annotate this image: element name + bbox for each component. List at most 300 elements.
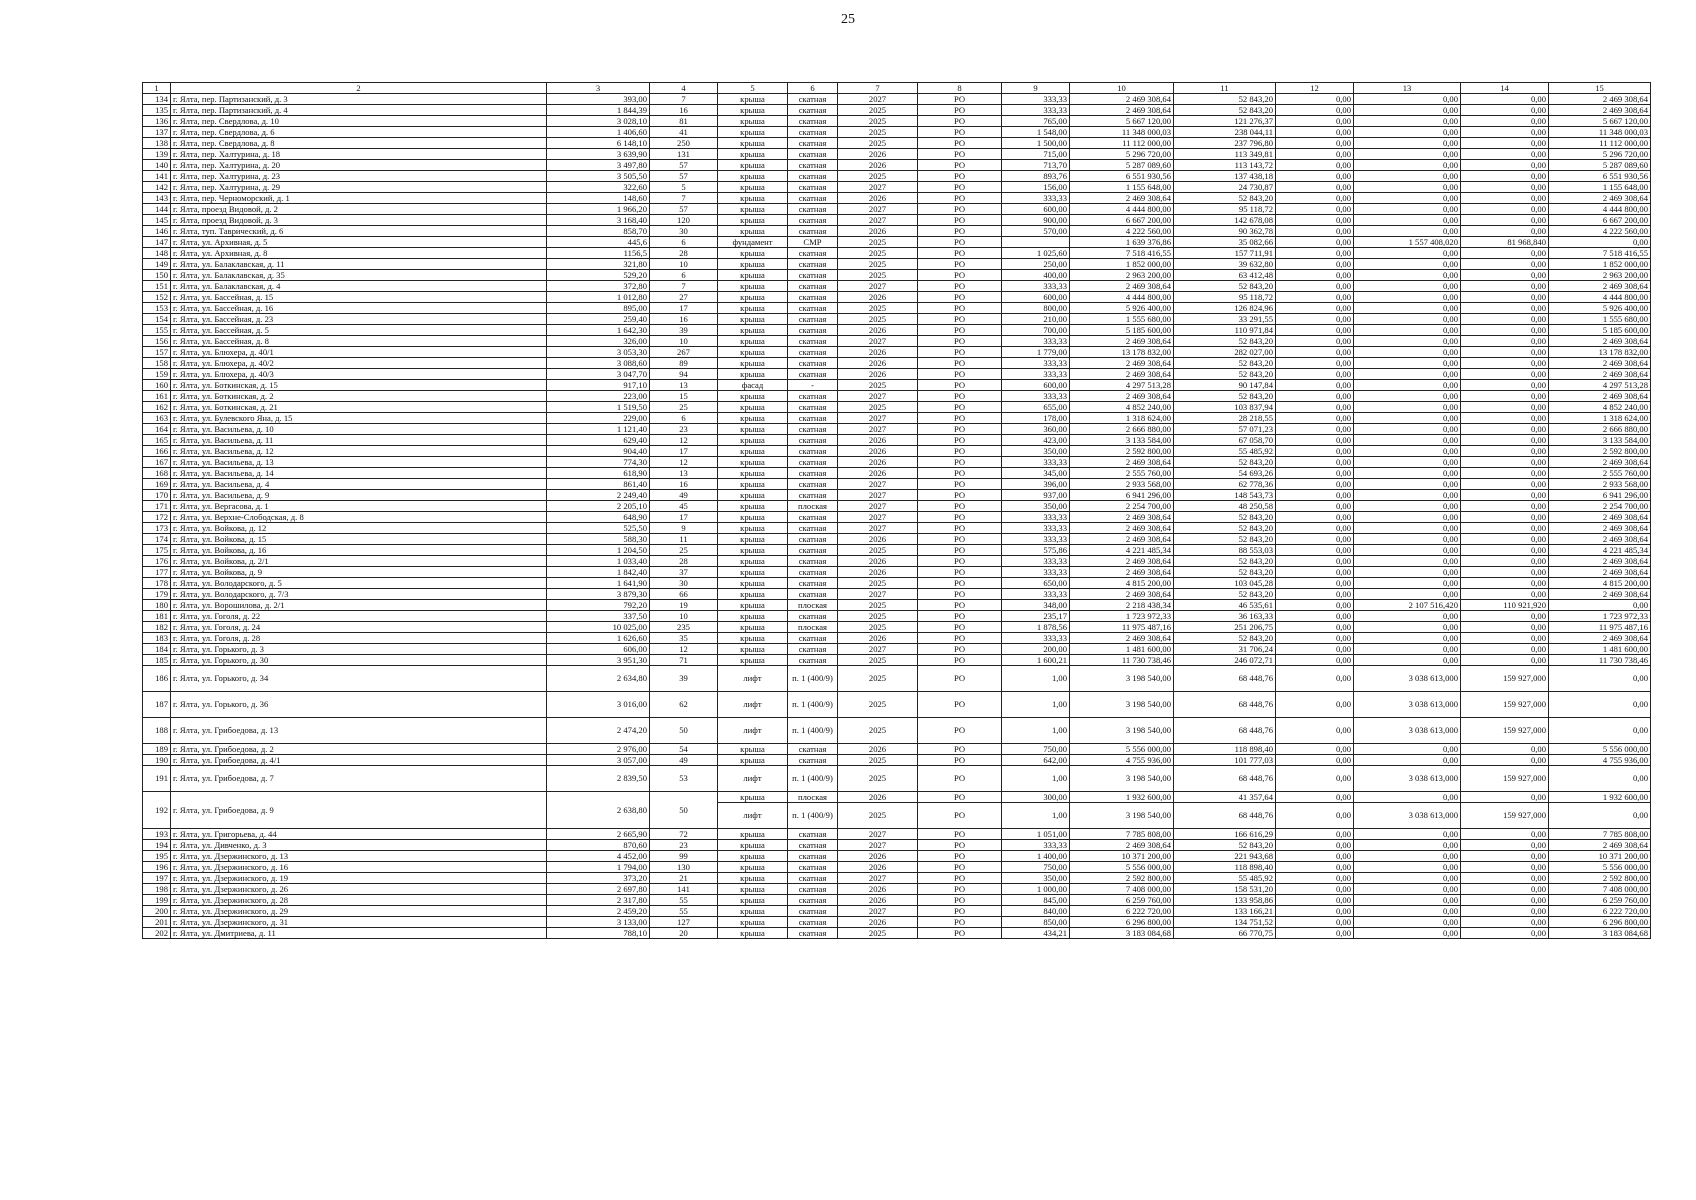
extra-cell: 68 448,76 — [1174, 718, 1276, 744]
col12-cell: 0,00 — [1276, 534, 1354, 545]
col12-cell: 0,00 — [1276, 402, 1354, 413]
col15-cell: 1 481 600,00 — [1549, 644, 1651, 655]
count-cell: 89 — [650, 358, 718, 369]
col15-cell: 2 469 308,64 — [1549, 358, 1651, 369]
kind-cell: скатная — [788, 259, 838, 270]
element-cell: крыша — [718, 369, 788, 380]
kind-cell: скатная — [788, 633, 838, 644]
kind-cell: скатная — [788, 479, 838, 490]
col15-cell: 2 555 760,00 — [1549, 468, 1651, 479]
total-cell: 6 259 760,00 — [1070, 895, 1174, 906]
count-cell: 7 — [650, 281, 718, 292]
row-number: 181 — [143, 611, 171, 622]
count-cell: 13 — [650, 380, 718, 391]
fund-cell: РО — [918, 829, 1002, 840]
col15-cell: 4 852 240,00 — [1549, 402, 1651, 413]
element-cell: фасад — [718, 380, 788, 391]
year-cell: 2026 — [838, 862, 918, 873]
total-cell: 11 730 738,46 — [1070, 655, 1174, 666]
col14-cell: 0,00 — [1461, 105, 1549, 116]
col15-cell: 11 730 738,46 — [1549, 655, 1651, 666]
address-cell: г. Ялта, ул. Балаклавская, д. 11 — [171, 259, 547, 270]
area-cell: 2 459,20 — [547, 906, 650, 917]
kind-cell: скатная — [788, 928, 838, 939]
count-cell: 30 — [650, 226, 718, 237]
table-row — [143, 501, 1651, 512]
col13-cell: 0,00 — [1354, 446, 1461, 457]
col14-cell: 0,00 — [1461, 292, 1549, 303]
year-cell: 2027 — [838, 512, 918, 523]
kind-cell: скатная — [788, 884, 838, 895]
area-cell: 321,80 — [547, 259, 650, 270]
address-cell: г. Ялта, пер. Халтурина, д. 23 — [171, 171, 547, 182]
table-row — [143, 193, 1651, 204]
col15-cell: 5 667 120,00 — [1549, 116, 1651, 127]
col14-cell: 0,00 — [1461, 644, 1549, 655]
table-row — [143, 259, 1651, 270]
area-cell: 445,6 — [547, 237, 650, 248]
unit-cell: 178,00 — [1002, 413, 1070, 424]
col15-cell: 2 469 308,64 — [1549, 336, 1651, 347]
row-number: 136 — [143, 116, 171, 127]
col14-cell: 0,00 — [1461, 171, 1549, 182]
fund-cell: РО — [918, 303, 1002, 314]
column-number-cell: 12 — [1276, 83, 1354, 94]
extra-cell: 28 218,55 — [1174, 413, 1276, 424]
col12-cell: 0,00 — [1276, 369, 1354, 380]
area-cell: 326,00 — [547, 336, 650, 347]
row-number: 158 — [143, 358, 171, 369]
kind-cell: СМР — [788, 237, 838, 248]
col14-cell: 0,00 — [1461, 611, 1549, 622]
fund-cell: РО — [918, 479, 1002, 490]
row-number: 152 — [143, 292, 171, 303]
extra-cell: 35 082,66 — [1174, 237, 1276, 248]
address-cell: г. Ялта, ул. Васильева, д. 12 — [171, 446, 547, 457]
col13-cell: 0,00 — [1354, 380, 1461, 391]
col15-cell: 0,00 — [1549, 237, 1651, 248]
address-cell: г. Ялта, ул. Грибоедова, д. 9 — [171, 792, 547, 829]
extra-cell: 95 118,72 — [1174, 292, 1276, 303]
fund-cell: РО — [918, 468, 1002, 479]
table-row — [143, 292, 1651, 303]
count-cell: 57 — [650, 171, 718, 182]
kind-cell: скатная — [788, 105, 838, 116]
area-cell: 2 638,80 — [547, 792, 650, 829]
total-cell: 1 639 376,86 — [1070, 237, 1174, 248]
row-number: 147 — [143, 237, 171, 248]
fund-cell: РО — [918, 446, 1002, 457]
col12-cell: 0,00 — [1276, 589, 1354, 600]
fund-cell: РО — [918, 523, 1002, 534]
element-cell: крыша — [718, 633, 788, 644]
col13-cell: 0,00 — [1354, 138, 1461, 149]
extra-cell: 101 777,03 — [1174, 755, 1276, 766]
area-cell: 4 452,00 — [547, 851, 650, 862]
element-cell: крыша — [718, 829, 788, 840]
col15-cell: 2 254 700,00 — [1549, 501, 1651, 512]
area-cell: 393,00 — [547, 94, 650, 105]
kind-cell: плоская — [788, 622, 838, 633]
col12-cell: 0,00 — [1276, 666, 1354, 692]
year-cell: 2026 — [838, 851, 918, 862]
col14-cell: 0,00 — [1461, 369, 1549, 380]
table-row — [143, 873, 1651, 884]
area-cell: 259,40 — [547, 314, 650, 325]
unit-cell: 1 051,00 — [1002, 829, 1070, 840]
col15-cell: 2 469 308,64 — [1549, 589, 1651, 600]
fund-cell: РО — [918, 270, 1002, 281]
row-number: 202 — [143, 928, 171, 939]
col13-cell: 0,00 — [1354, 501, 1461, 512]
col12-cell: 0,00 — [1276, 792, 1354, 803]
row-number: 135 — [143, 105, 171, 116]
element-cell: крыша — [718, 895, 788, 906]
col12-cell: 0,00 — [1276, 633, 1354, 644]
col13-cell: 0,00 — [1354, 402, 1461, 413]
extra-cell: 88 553,03 — [1174, 545, 1276, 556]
col12-cell: 0,00 — [1276, 237, 1354, 248]
table-row — [143, 755, 1651, 766]
row-number: 174 — [143, 534, 171, 545]
col13-cell: 0,00 — [1354, 873, 1461, 884]
count-cell: 6 — [650, 237, 718, 248]
kind-cell: скатная — [788, 116, 838, 127]
fund-cell: РО — [918, 369, 1002, 380]
extra-cell: 52 843,20 — [1174, 534, 1276, 545]
table-row — [143, 182, 1651, 193]
col13-cell: 0,00 — [1354, 862, 1461, 873]
element-cell: крыша — [718, 391, 788, 402]
row-number: 153 — [143, 303, 171, 314]
kind-cell: скатная — [788, 138, 838, 149]
col14-cell: 159 927,000 — [1461, 666, 1549, 692]
extra-cell: 133 166,21 — [1174, 906, 1276, 917]
unit-cell: 600,00 — [1002, 292, 1070, 303]
element-cell: крыша — [718, 468, 788, 479]
col13-cell: 0,00 — [1354, 182, 1461, 193]
col13-cell: 0,00 — [1354, 655, 1461, 666]
row-number: 168 — [143, 468, 171, 479]
unit-cell: 600,00 — [1002, 380, 1070, 391]
total-cell: 3 198 540,00 — [1070, 803, 1174, 829]
year-cell: 2025 — [838, 237, 918, 248]
col15-cell: 2 469 308,64 — [1549, 534, 1651, 545]
area-cell: 2 474,20 — [547, 718, 650, 744]
col13-cell: 0,00 — [1354, 413, 1461, 424]
col14-cell: 0,00 — [1461, 851, 1549, 862]
extra-cell: 68 448,76 — [1174, 766, 1276, 792]
area-cell: 1 519,50 — [547, 402, 650, 413]
total-cell: 2 469 308,64 — [1070, 336, 1174, 347]
kind-cell: скатная — [788, 523, 838, 534]
col13-cell: 0,00 — [1354, 567, 1461, 578]
table-row — [143, 413, 1651, 424]
col15-cell: 2 469 308,64 — [1549, 193, 1651, 204]
row-number: 138 — [143, 138, 171, 149]
count-cell: 6 — [650, 413, 718, 424]
kind-cell: скатная — [788, 204, 838, 215]
element-cell: крыша — [718, 545, 788, 556]
fund-cell: РО — [918, 127, 1002, 138]
col15-cell: 6 667 200,00 — [1549, 215, 1651, 226]
element-cell: крыша — [718, 589, 788, 600]
table-row — [143, 523, 1651, 534]
count-cell: 30 — [650, 578, 718, 589]
col14-cell: 0,00 — [1461, 792, 1549, 803]
total-cell: 2 469 308,64 — [1070, 589, 1174, 600]
row-number: 178 — [143, 578, 171, 589]
unit-cell: 750,00 — [1002, 862, 1070, 873]
fund-cell: РО — [918, 226, 1002, 237]
table-row — [143, 545, 1651, 556]
fund-cell: РО — [918, 358, 1002, 369]
year-cell: 2025 — [838, 314, 918, 325]
col14-cell: 0,00 — [1461, 755, 1549, 766]
col15-cell: 2 592 800,00 — [1549, 873, 1651, 884]
col13-cell: 0,00 — [1354, 884, 1461, 895]
count-cell: 12 — [650, 644, 718, 655]
col15-cell: 0,00 — [1549, 666, 1651, 692]
col14-cell: 0,00 — [1461, 248, 1549, 259]
extra-cell: 90 362,78 — [1174, 226, 1276, 237]
fund-cell: РО — [918, 347, 1002, 358]
col12-cell: 0,00 — [1276, 766, 1354, 792]
extra-cell: 62 778,36 — [1174, 479, 1276, 490]
col12-cell: 0,00 — [1276, 718, 1354, 744]
col13-cell: 0,00 — [1354, 611, 1461, 622]
area-cell: 3 088,60 — [547, 358, 650, 369]
extra-cell: 251 206,75 — [1174, 622, 1276, 633]
area-cell: 3 168,40 — [547, 215, 650, 226]
extra-cell: 118 898,40 — [1174, 744, 1276, 755]
row-number: 187 — [143, 692, 171, 718]
total-cell: 4 222 560,00 — [1070, 226, 1174, 237]
fund-cell: РО — [918, 435, 1002, 446]
extra-cell: 55 485,92 — [1174, 873, 1276, 884]
extra-cell: 48 250,58 — [1174, 501, 1276, 512]
col14-cell: 0,00 — [1461, 138, 1549, 149]
kind-cell: скатная — [788, 644, 838, 655]
kind-cell: п. 1 (400/9) — [788, 692, 838, 718]
col14-cell: 0,00 — [1461, 149, 1549, 160]
unit-cell: 350,00 — [1002, 501, 1070, 512]
element-cell: лифт — [718, 666, 788, 692]
address-cell: г. Ялта, ул. Бассейная, д. 5 — [171, 325, 547, 336]
area-cell: 2 976,00 — [547, 744, 650, 755]
col13-cell: 0,00 — [1354, 259, 1461, 270]
col13-cell: 3 038 613,000 — [1354, 803, 1461, 829]
col12-cell: 0,00 — [1276, 512, 1354, 523]
area-cell: 1 794,00 — [547, 862, 650, 873]
col12-cell: 0,00 — [1276, 116, 1354, 127]
area-cell: 2 317,80 — [547, 895, 650, 906]
area-cell: 2 839,50 — [547, 766, 650, 792]
fund-cell: РО — [918, 578, 1002, 589]
area-cell: 1 966,20 — [547, 204, 650, 215]
extra-cell: 113 143,72 — [1174, 160, 1276, 171]
table-row — [143, 281, 1651, 292]
column-number-cell: 8 — [918, 83, 1002, 94]
col14-cell: 0,00 — [1461, 413, 1549, 424]
kind-cell: скатная — [788, 840, 838, 851]
count-cell: 25 — [650, 545, 718, 556]
area-cell: 788,10 — [547, 928, 650, 939]
unit-cell: 350,00 — [1002, 873, 1070, 884]
extra-cell: 52 843,20 — [1174, 567, 1276, 578]
column-number-cell: 3 — [547, 83, 650, 94]
count-cell: 49 — [650, 490, 718, 501]
unit-cell: 250,00 — [1002, 259, 1070, 270]
unit-cell: 345,00 — [1002, 468, 1070, 479]
col12-cell: 0,00 — [1276, 803, 1354, 829]
element-cell: крыша — [718, 226, 788, 237]
col13-cell: 0,00 — [1354, 369, 1461, 380]
table-row — [143, 884, 1651, 895]
unit-cell: 600,00 — [1002, 204, 1070, 215]
col13-cell: 0,00 — [1354, 468, 1461, 479]
unit-cell: 333,33 — [1002, 369, 1070, 380]
kind-cell: скатная — [788, 226, 838, 237]
total-cell: 2 469 308,64 — [1070, 567, 1174, 578]
unit-cell: 1,00 — [1002, 718, 1070, 744]
element-cell: крыша — [718, 917, 788, 928]
address-cell: г. Ялта, ул. Грибоедова, д. 2 — [171, 744, 547, 755]
kind-cell: скатная — [788, 490, 838, 501]
kind-cell: скатная — [788, 325, 838, 336]
address-cell: г. Ялта, ул. Дзержинского, д. 31 — [171, 917, 547, 928]
col12-cell: 0,00 — [1276, 292, 1354, 303]
table-row — [143, 468, 1651, 479]
table-row — [143, 171, 1651, 182]
address-cell: г. Ялта, ул. Дмитриева, д. 11 — [171, 928, 547, 939]
col14-cell: 0,00 — [1461, 523, 1549, 534]
kind-cell: скатная — [788, 193, 838, 204]
col15-cell: 3 183 084,68 — [1549, 928, 1651, 939]
col12-cell: 0,00 — [1276, 906, 1354, 917]
count-cell: 45 — [650, 501, 718, 512]
fund-cell: РО — [918, 692, 1002, 718]
area-cell: 1 012,80 — [547, 292, 650, 303]
year-cell: 2025 — [838, 578, 918, 589]
col12-cell: 0,00 — [1276, 193, 1354, 204]
count-cell: 16 — [650, 105, 718, 116]
col13-cell: 0,00 — [1354, 755, 1461, 766]
fund-cell: РО — [918, 655, 1002, 666]
row-number: 186 — [143, 666, 171, 692]
address-cell: г. Ялта, ул. Боткинская, д. 2 — [171, 391, 547, 402]
col15-cell: 11 112 000,00 — [1549, 138, 1651, 149]
col15-cell: 11 348 000,03 — [1549, 127, 1651, 138]
col14-cell: 0,00 — [1461, 424, 1549, 435]
table-row — [143, 160, 1651, 171]
total-cell: 2 469 308,64 — [1070, 840, 1174, 851]
col13-cell: 0,00 — [1354, 435, 1461, 446]
col15-cell: 4 222 560,00 — [1549, 226, 1651, 237]
count-cell: 127 — [650, 917, 718, 928]
column-number-cell: 2 — [171, 83, 547, 94]
table-row — [143, 578, 1651, 589]
col12-cell: 0,00 — [1276, 259, 1354, 270]
row-number: 176 — [143, 556, 171, 567]
count-cell: 10 — [650, 259, 718, 270]
total-cell: 3 198 540,00 — [1070, 692, 1174, 718]
year-cell: 2026 — [838, 292, 918, 303]
table-row — [143, 215, 1651, 226]
count-cell: 54 — [650, 744, 718, 755]
col15-cell: 0,00 — [1549, 692, 1651, 718]
table-row — [143, 402, 1651, 413]
fund-cell: РО — [918, 105, 1002, 116]
unit-cell: 1,00 — [1002, 692, 1070, 718]
unit-cell: 715,00 — [1002, 149, 1070, 160]
kind-cell: скатная — [788, 862, 838, 873]
address-cell: г. Ялта, ул. Войкова, д. 2/1 — [171, 556, 547, 567]
col15-cell: 2 469 308,64 — [1549, 281, 1651, 292]
col13-cell: 0,00 — [1354, 281, 1461, 292]
year-cell: 2026 — [838, 744, 918, 755]
table-row — [143, 862, 1651, 873]
table-row — [143, 766, 1651, 792]
total-cell: 6 296 800,00 — [1070, 917, 1174, 928]
col14-cell: 0,00 — [1461, 347, 1549, 358]
area-cell: 229,00 — [547, 413, 650, 424]
kind-cell: плоская — [788, 600, 838, 611]
col13-cell: 0,00 — [1354, 336, 1461, 347]
year-cell: 2025 — [838, 666, 918, 692]
col14-cell: 0,00 — [1461, 578, 1549, 589]
extra-cell: 52 843,20 — [1174, 369, 1276, 380]
extra-cell: 57 071,23 — [1174, 424, 1276, 435]
unit-cell: 333,33 — [1002, 193, 1070, 204]
row-number: 140 — [143, 160, 171, 171]
extra-cell: 52 843,20 — [1174, 556, 1276, 567]
unit-cell: 396,00 — [1002, 479, 1070, 490]
col14-cell: 0,00 — [1461, 325, 1549, 336]
col12-cell: 0,00 — [1276, 928, 1354, 939]
address-cell: г. Ялта, туп. Таврический, д. 6 — [171, 226, 547, 237]
row-number: 173 — [143, 523, 171, 534]
fund-cell: РО — [918, 851, 1002, 862]
count-cell: 10 — [650, 611, 718, 622]
kind-cell: скатная — [788, 829, 838, 840]
year-cell: 2025 — [838, 270, 918, 281]
col12-cell: 0,00 — [1276, 138, 1354, 149]
row-number: 197 — [143, 873, 171, 884]
total-cell: 2 469 308,64 — [1070, 281, 1174, 292]
col15-cell: 1 723 972,33 — [1549, 611, 1651, 622]
element-cell: крыша — [718, 204, 788, 215]
row-number: 144 — [143, 204, 171, 215]
column-number-cell: 6 — [788, 83, 838, 94]
extra-cell: 66 770,75 — [1174, 928, 1276, 939]
fund-cell: РО — [918, 237, 1002, 248]
row-number: 192 — [143, 792, 171, 829]
fund-cell: РО — [918, 391, 1002, 402]
total-cell: 5 296 720,00 — [1070, 149, 1174, 160]
col14-cell: 0,00 — [1461, 884, 1549, 895]
row-number: 166 — [143, 446, 171, 457]
extra-cell: 36 163,33 — [1174, 611, 1276, 622]
count-cell: 72 — [650, 829, 718, 840]
fund-cell: РО — [918, 193, 1002, 204]
row-number: 183 — [143, 633, 171, 644]
col15-cell: 2 469 308,64 — [1549, 369, 1651, 380]
address-cell: г. Ялта, ул. Боткинская, д. 21 — [171, 402, 547, 413]
col15-cell: 7 785 808,00 — [1549, 829, 1651, 840]
col13-cell: 0,00 — [1354, 644, 1461, 655]
address-cell: г. Ялта, ул. Гоголя, д. 22 — [171, 611, 547, 622]
